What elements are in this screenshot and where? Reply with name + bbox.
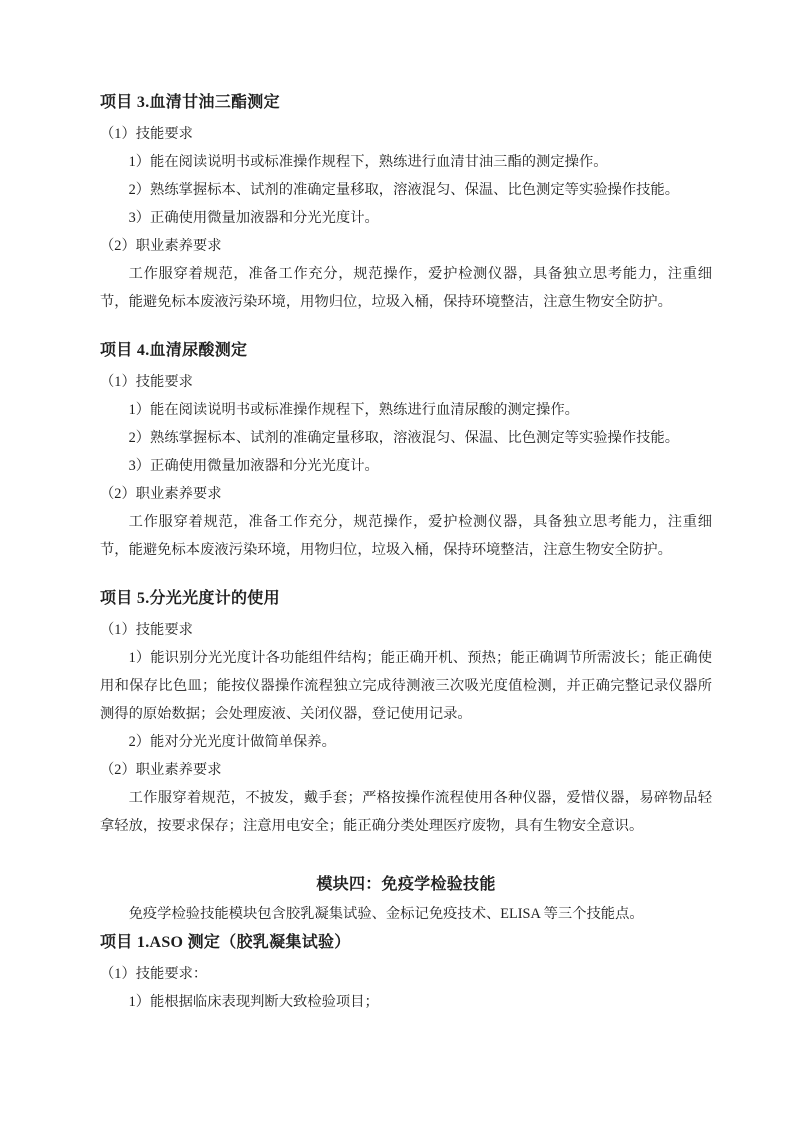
module-intro: 免疫学检验技能模块包含胶乳凝集试验、金标记免疫技术、ELISA 等三个技能点。 bbox=[128, 906, 644, 922]
section-project-5 bbox=[100, 584, 712, 840]
section-heading: 项目 4.血清尿酸测定 bbox=[100, 342, 248, 359]
skill-item: 3）正确使用微量加液器和分光光度计。 bbox=[128, 458, 379, 474]
quality-paragraph: 工作服穿着规范，准备工作充分，规范操作，爱护检测仪器，具备独立思考能力，注重细节，能避免标本废液污染环境，用物归位，垃圾入桶，保持环境整洁，注意生物安全防护。 bbox=[100, 514, 712, 558]
skill-item: 1）能在阅读说明书或标准操作规程下，熟练进行血清尿酸的测定操作。 bbox=[128, 402, 579, 418]
section-project-3 bbox=[100, 88, 712, 316]
section-project-1-aso bbox=[100, 928, 712, 1016]
skill-requirements-label: （1）技能要求 bbox=[100, 622, 193, 638]
quality-paragraph: 工作服穿着规范，不披发，戴手套；严格按操作流程使用各种仪器，爱惜仪器，易碎物品轻拿轻放，按要求保存；注意用电安全；能正确分类处理医疗废物，具有生物安全意识。 bbox=[100, 790, 712, 834]
section-heading: 项目 5.分光光度计的使用 bbox=[100, 590, 280, 607]
skill-item: 2）熟练掌握标本、试剂的准确定量移取，溶液混匀、保温、比色测定等实验操作技能。 bbox=[128, 430, 680, 446]
skill-requirements-label: （1）技能要求 bbox=[100, 126, 193, 142]
section-heading: 项目 3.血清甘油三酯测定 bbox=[100, 94, 280, 111]
skill-item: 1）能识别分光光度计各功能组件结构；能正确开机、预热；能正确调节所需波长；能正确使用和保存比色皿；能按仪器操作流程独立完成待测液三次吸光度值检测，并正确完整记录仪器所测得的原始数据；会处理废液、关闭仪器，登记使用记录。 bbox=[100, 650, 712, 722]
skill-item: 1）能根据临床表现判断大致检验项目； bbox=[128, 994, 379, 1010]
skill-requirements-label: （1）技能要求 bbox=[100, 374, 193, 390]
quality-requirements-label: （2）职业素养要求 bbox=[100, 486, 222, 502]
section-heading: 项目 1.ASO 测定（胶乳凝集试验） bbox=[100, 934, 351, 951]
skill-item: 3）正确使用微量加液器和分光光度计。 bbox=[128, 210, 379, 226]
quality-requirements-label: （2）职业素养要求 bbox=[100, 238, 222, 254]
section-project-4 bbox=[100, 336, 712, 564]
skill-item: 2）熟练掌握标本、试剂的准确定量移取，溶液混匀、保温、比色测定等实验操作技能。 bbox=[128, 182, 680, 198]
quality-paragraph: 工作服穿着规范，准备工作充分，规范操作，爱护检测仪器，具备独立思考能力，注重细节，能避免标本废液污染环境，用物归位，垃圾入桶，保持环境整洁，注意生物安全防护。 bbox=[100, 266, 712, 310]
skill-item: 1）能在阅读说明书或标准操作规程下，熟练进行血清甘油三酯的测定操作。 bbox=[128, 154, 608, 170]
document-content bbox=[100, 88, 712, 1016]
skill-requirements-label: （1）技能要求： bbox=[100, 966, 208, 982]
skill-item: 2）能对分光光度计做简单保养。 bbox=[128, 734, 336, 750]
module-heading: 模块四：免疫学检验技能 bbox=[316, 876, 496, 893]
quality-requirements-label: （2）职业素养要求 bbox=[100, 762, 222, 778]
